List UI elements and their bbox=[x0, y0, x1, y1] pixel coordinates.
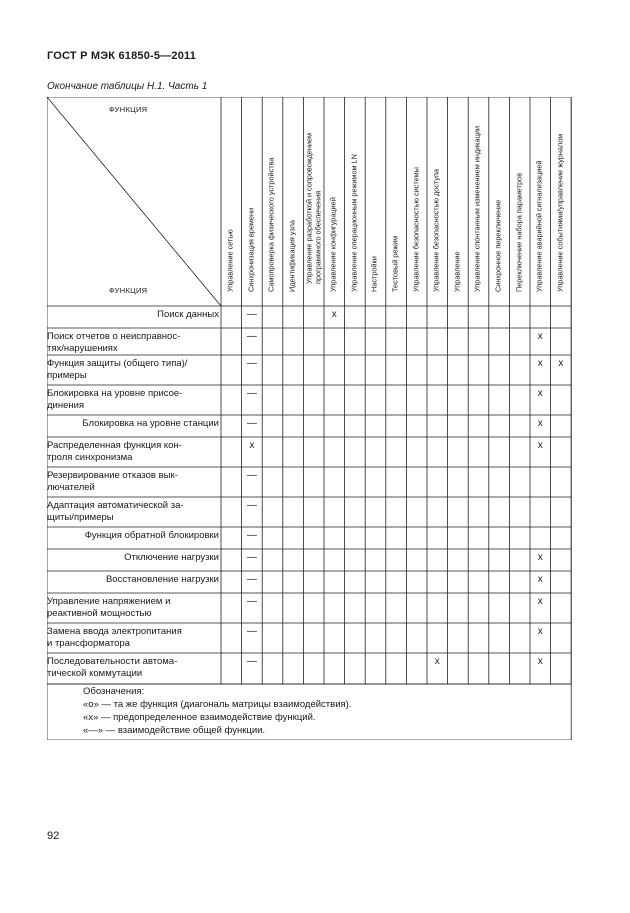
column-header bbox=[221, 101, 242, 301]
row-label-line: тях/нарушениях bbox=[47, 343, 118, 354]
row-label bbox=[47, 574, 221, 586]
matrix-cell: — bbox=[246, 574, 257, 585]
matrix-cell: x bbox=[537, 656, 543, 667]
row-label bbox=[47, 470, 221, 494]
column-header-label: Управление операционным режимом LN bbox=[349, 154, 359, 293]
row-label bbox=[47, 358, 221, 382]
matrix-cell: — bbox=[246, 530, 257, 541]
row-label-line: Замена ввода электропитания bbox=[47, 626, 182, 637]
column-header bbox=[406, 101, 427, 301]
row-label-line: тической коммутации bbox=[47, 668, 143, 679]
column-header-label: Синхронное переключение bbox=[493, 200, 503, 293]
row-label bbox=[47, 656, 221, 680]
row-label-line: Резервирование отказов вык- bbox=[47, 470, 178, 481]
table-caption: Окончание таблицы Н.1. Часть 1 bbox=[47, 81, 208, 92]
matrix-cell: x bbox=[537, 626, 543, 637]
column-header bbox=[324, 101, 345, 301]
row-label bbox=[47, 309, 221, 321]
row-label-line: Управление напряжением и bbox=[47, 596, 171, 607]
matrix-cell: — bbox=[246, 388, 257, 399]
matrix-cell: — bbox=[246, 656, 257, 667]
row-label-line: и трансформатора bbox=[47, 638, 130, 649]
legend bbox=[83, 685, 351, 737]
matrix-cell: — bbox=[246, 418, 257, 429]
matrix-cell: — bbox=[246, 626, 257, 637]
matrix-cell: — bbox=[246, 552, 257, 563]
row-label bbox=[47, 331, 221, 355]
row-label bbox=[47, 552, 221, 564]
column-header-label: Синхронизация времени bbox=[246, 208, 256, 293]
matrix-cell: x bbox=[434, 656, 440, 667]
row-label-line: Функция обратной блокировки bbox=[84, 530, 219, 541]
column-header-label: Управление аварийной сигнализацией bbox=[535, 160, 544, 293]
matrix-cell: x bbox=[558, 358, 564, 369]
column-header-label: Управление конфигурацией bbox=[329, 197, 338, 293]
column-header-label: Управление спонтанным изменением индикации bbox=[473, 126, 483, 293]
column-header-label: Самопроверка физического устройства bbox=[267, 157, 277, 293]
row-label bbox=[47, 388, 221, 412]
row-label-line: Последовательности автома- bbox=[47, 656, 178, 667]
column-header bbox=[551, 101, 572, 301]
row-label bbox=[47, 626, 221, 650]
matrix-cell: x bbox=[537, 388, 543, 399]
column-header-label: Управление разработкой и сопровождением программного обеспечения bbox=[304, 132, 322, 284]
matrix-cell: x bbox=[331, 309, 337, 320]
matrix-cell: x bbox=[537, 418, 543, 429]
column-header bbox=[530, 101, 551, 301]
column-header bbox=[365, 101, 386, 301]
corner-diagonal bbox=[47, 97, 221, 306]
legend-title: Обозначения: bbox=[83, 686, 145, 697]
column-header bbox=[345, 101, 366, 301]
row-label bbox=[47, 440, 221, 464]
matrix-cell: x bbox=[537, 574, 543, 585]
matrix-cell: — bbox=[246, 500, 257, 511]
matrix-cell: x bbox=[537, 596, 543, 607]
column-header bbox=[242, 101, 263, 301]
matrix-cell: — bbox=[246, 309, 257, 320]
row-label-line: Функция защиты (общего типа)/ bbox=[47, 358, 188, 369]
legend-line: «—» — взаимодействие общей функции. bbox=[83, 725, 266, 736]
row-label-line: Блокировка на уровне присое- bbox=[47, 388, 183, 399]
column-header bbox=[489, 101, 510, 301]
row-label-line: Блокировка на уровне станции bbox=[82, 418, 219, 429]
corner-label-top: ФУНКЦИЯ bbox=[109, 105, 148, 114]
row-label-line: примеры bbox=[47, 370, 87, 381]
column-header-label: Переключение набора параметров bbox=[514, 173, 524, 293]
row-label-line: динения bbox=[47, 400, 85, 411]
matrix-cell: — bbox=[246, 331, 257, 342]
row-label bbox=[47, 530, 221, 542]
row-label bbox=[47, 418, 221, 430]
legend-line: «о» — та же функция (диагональ матрицы взаимодействия). bbox=[83, 699, 352, 710]
matrix-cell: x bbox=[537, 358, 543, 369]
column-header bbox=[427, 101, 448, 301]
row-label bbox=[47, 596, 221, 620]
column-header bbox=[303, 101, 324, 301]
column-header-label: Идентификация узла bbox=[287, 220, 297, 293]
column-header-label: Управление безопасностью системы bbox=[411, 167, 421, 293]
column-header bbox=[509, 101, 530, 301]
column-header bbox=[448, 101, 469, 301]
function-matrix-table bbox=[47, 97, 583, 740]
column-header bbox=[386, 101, 407, 301]
page-number: 92 bbox=[47, 830, 60, 842]
column-header-label: Управление bbox=[452, 251, 462, 293]
column-header bbox=[262, 101, 283, 301]
row-label bbox=[47, 500, 221, 524]
row-label-line: Распределенная функция кон- bbox=[47, 440, 182, 451]
matrix-cell: — bbox=[246, 358, 257, 369]
legend-line: «х» — предопределенное взаимодействие функций. bbox=[83, 712, 316, 723]
row-label-line: Поиск данных bbox=[157, 309, 219, 320]
column-header-label: Тестовый режим bbox=[390, 236, 400, 293]
row-label-line: лючателей bbox=[47, 482, 95, 493]
column-header bbox=[468, 101, 489, 301]
row-label-line: Отключение нагрузки bbox=[124, 552, 219, 563]
row-label-line: щиты/примеры bbox=[47, 512, 114, 523]
matrix-cell: x bbox=[537, 440, 543, 451]
row-label-line: троля синхронизма bbox=[47, 452, 133, 463]
column-header bbox=[283, 101, 304, 301]
matrix-cell: — bbox=[246, 596, 257, 607]
doc-header: ГОСТ Р МЭК 61850-5—2011 bbox=[47, 50, 197, 62]
column-header-label: Управление сетью bbox=[226, 229, 235, 293]
column-header-label: Настройки bbox=[370, 256, 380, 293]
row-label-line: реактивной мощностью bbox=[47, 608, 152, 619]
column-header-label: Управление безопасностью доступа bbox=[432, 169, 441, 293]
row-label-line: Поиск отчетов о неисправнос- bbox=[47, 331, 181, 342]
row-label-line: Восстановление нагрузки bbox=[105, 574, 219, 585]
corner-label-bottom: ФУНКЦИЯ bbox=[109, 286, 148, 295]
matrix-cell: x bbox=[537, 552, 543, 563]
matrix-cell: x bbox=[537, 331, 543, 342]
matrix-cell: x bbox=[249, 440, 255, 451]
row-label-line: Адаптация автоматической за- bbox=[47, 500, 184, 511]
column-header-label: Управление событиями/управление журналом bbox=[555, 134, 565, 293]
matrix-cell: — bbox=[246, 470, 257, 481]
